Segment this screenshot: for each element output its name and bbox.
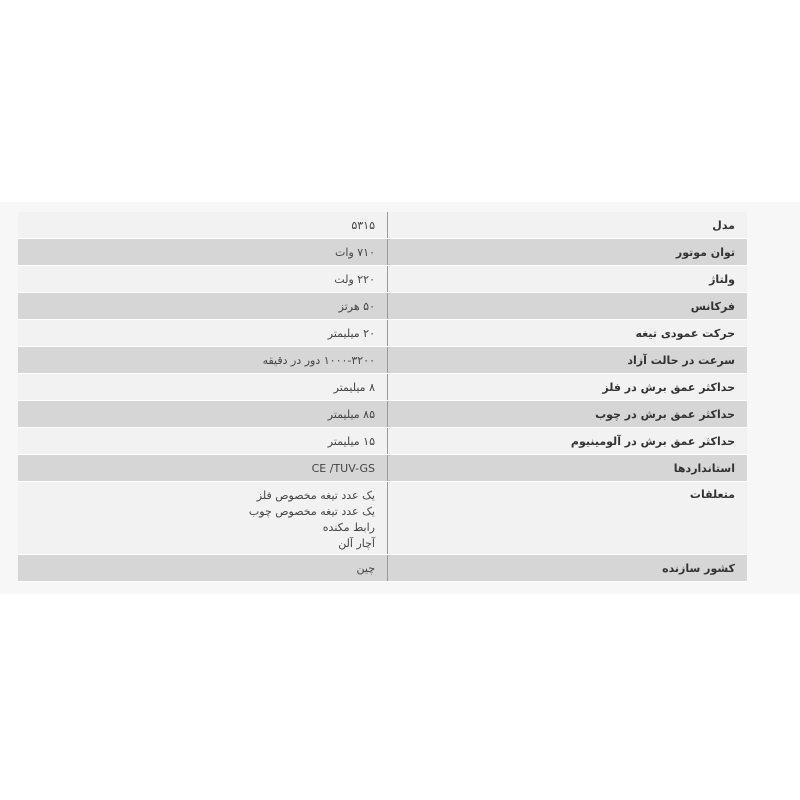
spec-row-frequency xyxy=(18,293,747,320)
spec-label: ولتاژ xyxy=(387,266,747,292)
spec-row-no-load-speed xyxy=(18,347,747,374)
spec-value: ۷۱۰ وات xyxy=(335,245,375,259)
spec-label: مدل xyxy=(387,212,747,238)
spec-row-blade-stroke xyxy=(18,320,747,347)
spec-label: سرعت در حالت آزاد xyxy=(387,347,747,373)
spec-label: استانداردها xyxy=(387,455,747,481)
spec-row-max-cut-metal xyxy=(18,374,747,401)
spec-row-max-cut-aluminum xyxy=(18,428,747,455)
spec-value xyxy=(18,482,387,554)
spec-value: ۵۰ هرتز xyxy=(338,299,375,313)
spec-label: حداکثر عمق برش در آلومینیوم xyxy=(387,428,747,454)
spec-value: ۸۵ میلیمتر xyxy=(327,407,375,421)
spec-row-motor-power xyxy=(18,239,747,266)
accessory-item: یک عدد تیغه مخصوص چوب xyxy=(248,505,375,518)
spec-label: متعلقات xyxy=(387,482,747,554)
spec-value: ۱۵ میلیمتر xyxy=(327,434,375,448)
spec-label: فرکانس xyxy=(387,293,747,319)
spec-label: حداکثر عمق برش در فلز xyxy=(387,374,747,400)
spec-label: کشور سازنده xyxy=(387,555,747,581)
spec-label: توان موتور xyxy=(387,239,747,265)
spec-row-max-cut-wood xyxy=(18,401,747,428)
spec-value: ۸ میلیمتر xyxy=(333,380,375,394)
spec-table xyxy=(18,212,747,582)
accessory-item: یک عدد تیغه مخصوص فلز xyxy=(256,489,375,502)
accessory-item: آچار آلن xyxy=(338,537,375,550)
spec-row-voltage xyxy=(18,266,747,293)
accessory-item: رابط مکنده xyxy=(322,521,375,534)
spec-label: حداکثر عمق برش در چوب xyxy=(387,401,747,427)
spec-value: ۱۰۰۰-۳۲۰۰ دور در دقیقه xyxy=(262,353,375,367)
spec-row-standards xyxy=(18,455,747,482)
spec-value: ۲۲۰ ولت xyxy=(334,272,375,286)
spec-value: CE /TUV-GS xyxy=(311,461,375,475)
spec-row-country-of-origin xyxy=(18,555,747,582)
spec-row-accessories xyxy=(18,482,747,555)
accessories-list xyxy=(249,488,375,552)
spec-row-model xyxy=(18,212,747,239)
spec-value: چین xyxy=(356,561,375,575)
spec-value: ۲۰ میلیمتر xyxy=(327,326,375,340)
spec-label: حرکت عمودی تیغه xyxy=(387,320,747,346)
spec-value: ۵۳۱۵ xyxy=(351,218,375,232)
